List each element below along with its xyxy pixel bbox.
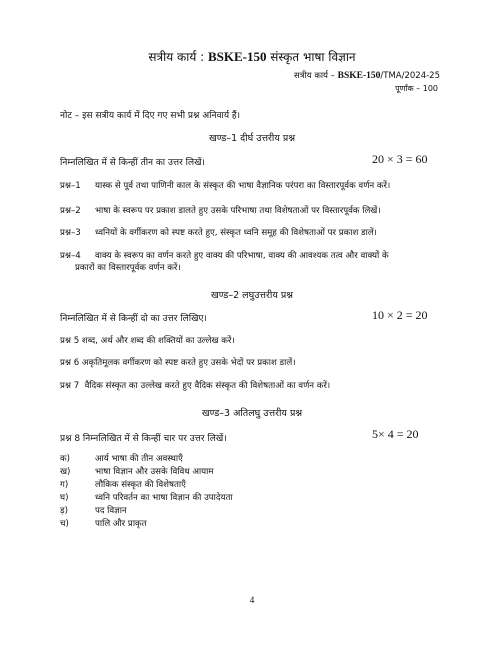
section-3-marks: 5× 4 = 20 xyxy=(372,427,419,441)
section-2-heading: खण्ड–2 लघुउत्तरीय प्रश्न xyxy=(210,290,293,301)
question-6: प्रश्न 6 अकृतिमूलक वर्गीकरण को स्पष्ट करते हुए उसके भेदों पर प्रकाश डालें। xyxy=(60,358,296,368)
section-1-heading: खण्ड–1 दीर्घ उत्तरीय प्रश्न xyxy=(208,133,296,144)
question-7: प्रश्न 7 वैदिक संस्कृत का उल्लेख करते हुए वैदिक संस्कृत की विशेषताओं का वर्णन करें। xyxy=(60,381,331,391)
question-3: प्रश्न–3 ध्वनियों के वर्गीकरण को स्पष्ट करते हुए, संस्कृत ध्वनि समूह की विशेषताओं पर प्रकाश डालें। xyxy=(60,228,377,238)
list-item: ग) लौकिक संस्कृत की विशेषताएँ xyxy=(60,480,186,490)
list-item: क) आर्य भाषा की तीन अवस्थाएँ xyxy=(60,454,183,464)
list-item: ड़) पद विज्ञान xyxy=(60,506,127,516)
question-4: प्रश्न–4 वाक्य के स्वरूप का वर्णन करते हुए वाक्य की परिभाषा, वाक्य की आवश्यक तत्व और वाक्यों के प्रकारों का विस्तारपूर्वक वर्णन करें। xyxy=(60,251,389,273)
section-2-marks: 10 × 2 = 20 xyxy=(372,308,428,322)
section-3-instruction: प्रश्न 8 निम्नलिखित में से किन्हीं चार पर उत्तर लिखें। xyxy=(60,434,227,444)
question-5: प्रश्न 5 शब्द, अर्थ और शब्द की शक्तियों का उल्लेख करें। xyxy=(60,336,235,346)
section-1-instruction: निम्नलिखित में से किन्हीं तीन का उत्तर लिखें। xyxy=(60,158,205,168)
question-2: प्रश्न–2 भाषा के स्वरूप पर प्रकाश डालते हुए उसके परिभाषा तथा विशेषताओं पर विस्तारपूर्वक लिखें। xyxy=(60,206,381,216)
section-1-marks: 20 × 3 = 60 xyxy=(372,152,428,166)
page-number: 4 xyxy=(249,596,255,606)
question-1: प्रश्न–1 यास्क से पूर्व तथा पाणिनी काल के संस्कृत की भाषा वैज्ञानिक परंपरा का विस्तारपूर्वक वर्णन करें। xyxy=(60,181,391,191)
section-3-heading: खण्ड–3 अतिलघु उत्तरीय प्रश्न xyxy=(201,408,303,419)
full-marks: पूर्णांक – 100 xyxy=(395,84,438,93)
list-item: ख) भाषा विज्ञान और उसके विविध आयाम xyxy=(60,467,214,477)
list-item: च) पालि और प्राकृत xyxy=(60,519,147,529)
assignment-reference: सत्रीय कार्य – BSKE-150/TMA/2024-25 xyxy=(294,71,440,81)
section-2-instruction: निम्नलिखित में से किन्हीं दो का उत्तर लिखिए। xyxy=(60,314,207,324)
instruction-note: नोट – इस सत्रीय कार्य में दिए गए सभी प्रश्न अनिवार्य हैं। xyxy=(60,111,241,121)
list-item: घ) ध्वनि परिवर्तन का भाषा विज्ञान की उपादेयता xyxy=(60,493,233,503)
document-title: सत्रीय कार्य : BSKE-150 संस्कृत भाषा विज्ञान xyxy=(148,49,356,64)
